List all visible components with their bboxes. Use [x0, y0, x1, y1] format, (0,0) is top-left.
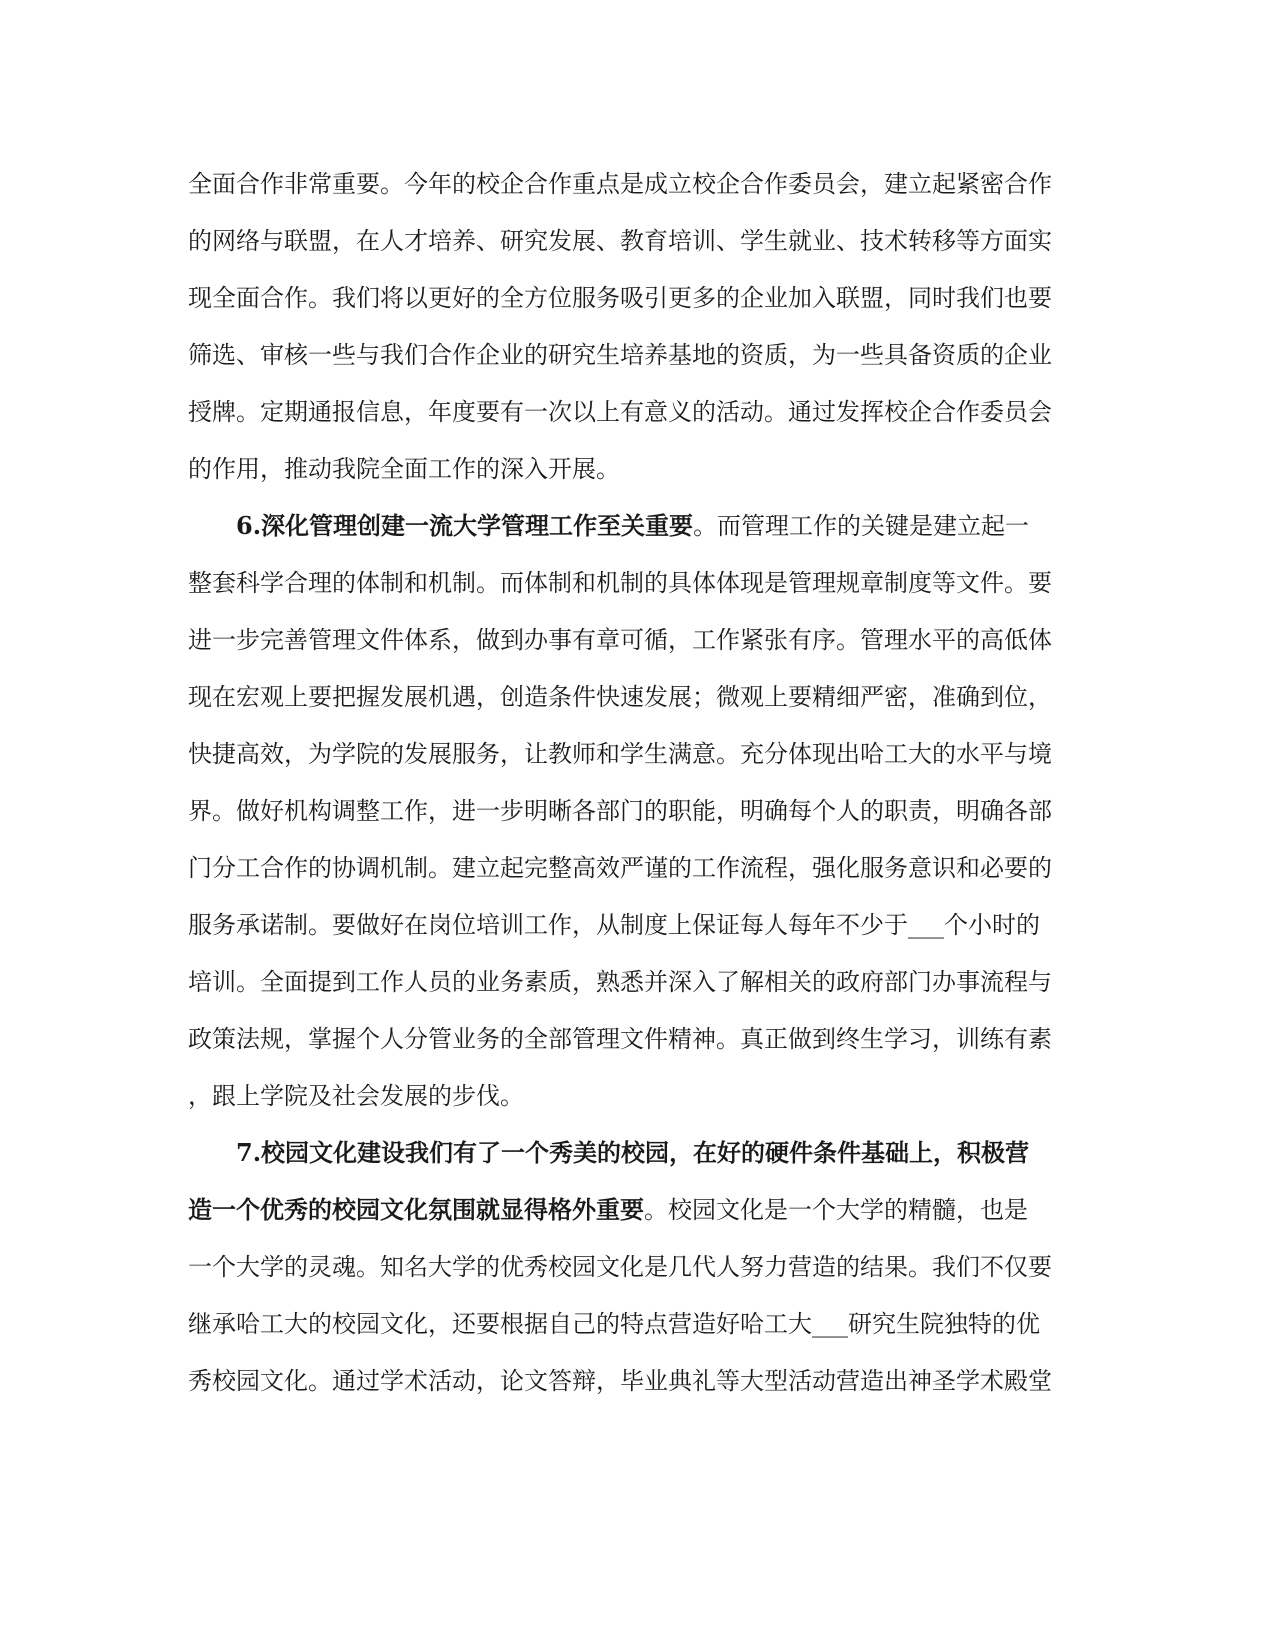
text-line: 的作用，推动我院全面工作的深入开展。 [188, 455, 620, 483]
text-line: 筛选、审核一些与我们合作企业的研究生培养基地的资质，为一些具备资质的企业 [188, 341, 1052, 369]
text-line: 整套科学合理的体制和机制。而体制和机制的具体体现是管理规章制度等文件。要 [188, 569, 1052, 597]
text-line: 现全面合作。我们将以更好的全方位服务吸引更多的企业加入联盟，同时我们也要 [188, 284, 1052, 312]
text-line: 快捷高效，为学院的发展服务，让教师和学生满意。充分体现出哈工大的水平与境 [188, 740, 1052, 768]
text-line: 全面合作非常重要。今年的校企合作重点是成立校企合作委员会，建立起紧密合作 [188, 170, 1052, 198]
text-line: 现在宏观上要把握发展机遇，创造条件快速发展；微观上要精细严密，准确到位， [188, 683, 1052, 711]
text-line: 界。做好机构调整工作，进一步明晰各部门的职能，明确每个人的职责，明确各部 [188, 797, 1052, 825]
text-line: 授牌。定期通报信息，年度要有一次以上有意义的活动。通过发挥校企合作委员会 [188, 398, 1052, 426]
text-line: 培训。全面提到工作人员的业务素质，熟悉并深入了解相关的政府部门办事流程与 [188, 968, 1052, 996]
text-line: 政策法规，掌握个人分管业务的全部管理文件精神。真正做到终生学习，训练有素 [188, 1025, 1052, 1053]
text-line: 服务承诺制。要做好在岗位培训工作，从制度上保证每人每年不少于___个小时的 [188, 911, 1040, 939]
section-heading-6: 6.深化管理创建一流大学管理工作至关重要 [236, 511, 694, 540]
section-heading-7-continued: 造一个优秀的校园文化氛围就显得格外重要 [188, 1195, 644, 1224]
text-line: 一个大学的灵魂。知名大学的优秀校园文化是几代人努力营造的结果。我们不仅要 [188, 1253, 1052, 1281]
text-line: 的网络与联盟，在人才培养、研究发展、教育培训、学生就业、技术转移等方面实 [188, 227, 1052, 255]
text-line: 秀校园文化。通过学术活动，论文答辩，毕业典礼等大型活动营造出神圣学术殿堂 [188, 1367, 1052, 1395]
text-line: ，跟上学院及社会发展的步伐。 [188, 1082, 524, 1110]
text-line: 进一步完善管理文件体系，做到办事有章可循，工作紧张有序。管理水平的高低体 [188, 626, 1052, 654]
text-line: 继承哈工大的校园文化，还要根据自己的特点营造好哈工大___研究生院独特的优 [188, 1310, 1040, 1338]
text-span: 。而管理工作的关键是建立起一 [693, 512, 1030, 540]
paragraph-7-second-line [188, 1194, 1088, 1226]
text-line: 门分工合作的协调机制。建立起完整高效严谨的工作流程，强化服务意识和必要的 [188, 854, 1052, 882]
text-span: 。校园文化是一个大学的精髓，也是 [644, 1196, 1028, 1224]
section-heading-7: 7.校园文化建设我们有了一个秀美的校园，在好的硬件条件基础上，积极营 [236, 1138, 1030, 1167]
paragraph-6-first-line [236, 510, 1088, 542]
